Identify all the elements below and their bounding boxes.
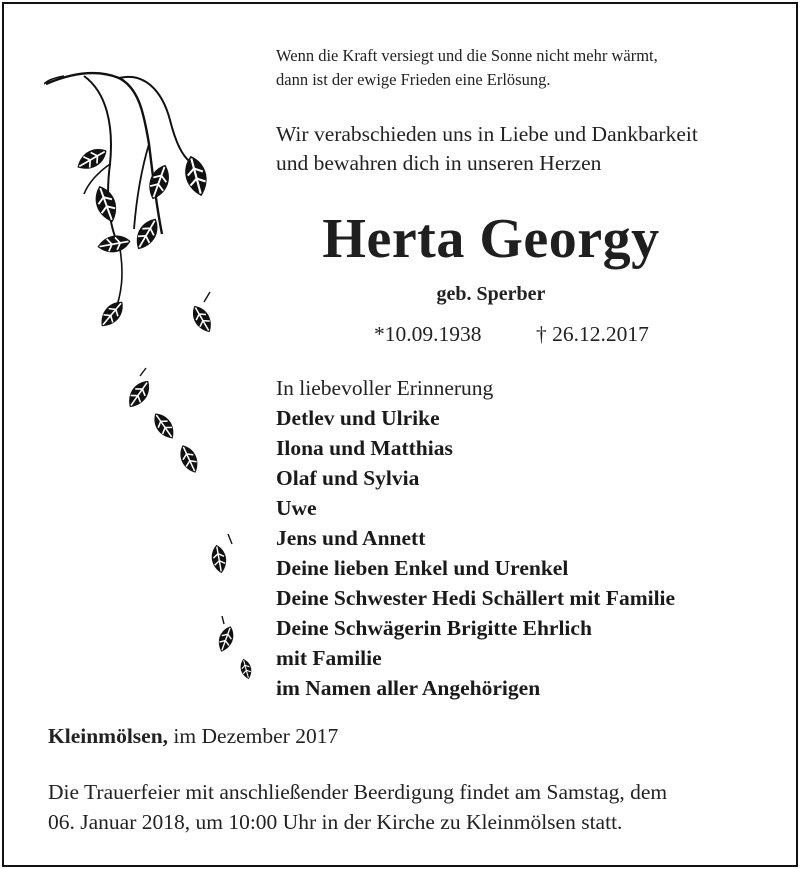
obituary-frame xyxy=(2,2,798,867)
farewell-text xyxy=(276,120,698,178)
birth-date: *10.09.1938 xyxy=(374,322,482,346)
farewell-line: und bewahren dich in unseren Herzen xyxy=(276,151,602,175)
funeral-notice xyxy=(48,777,768,837)
mourner-name: Deine Schwester Hedi Schällert mit Familie xyxy=(276,586,676,610)
maiden-name: geb. Sperber xyxy=(436,283,546,305)
place-date-line xyxy=(48,724,338,749)
mourner-name: Jens und Annett xyxy=(276,526,426,550)
mourner-name: im Namen aller Angehörigen xyxy=(276,676,541,700)
mourner-name: Uwe xyxy=(276,496,317,520)
mourner-name: mit Familie xyxy=(276,646,382,670)
mourners-list xyxy=(276,373,675,703)
funeral-line: 06. Januar 2018, um 10:00 Uhr in der Kirche zu Kleinmölsen statt. xyxy=(48,810,623,834)
mourner-name: Deine lieben Enkel und Urenkel xyxy=(276,556,569,580)
mourners-intro: In liebevoller Erinnerung xyxy=(276,376,494,400)
birch-branch-icon xyxy=(44,64,274,704)
farewell-line: Wir verabschieden uns in Liebe und Dankbarkeit xyxy=(276,122,698,146)
place-town: Kleinmölsen, xyxy=(48,724,169,748)
place-date: im Dezember 2017 xyxy=(173,724,339,748)
deceased-name: Herta Georgy xyxy=(322,208,660,270)
mourner-name: Olaf und Sylvia xyxy=(276,466,420,490)
funeral-line: Die Trauerfeier mit anschließender Beerdigung findet am Samstag, dem xyxy=(48,780,668,804)
mourner-name: Ilona und Matthias xyxy=(276,436,453,460)
quote-line: dann ist der ewige Frieden eine Erlösung. xyxy=(276,70,551,89)
mourner-name: Detlev und Ulrike xyxy=(276,406,440,430)
epigraph-quote xyxy=(276,44,658,92)
quote-line: Wenn die Kraft versiegt und die Sonne nicht mehr wärmt, xyxy=(276,46,658,65)
death-date: † 26.12.2017 xyxy=(536,322,649,346)
mourner-name: Deine Schwägerin Brigitte Ehrlich xyxy=(276,616,592,640)
